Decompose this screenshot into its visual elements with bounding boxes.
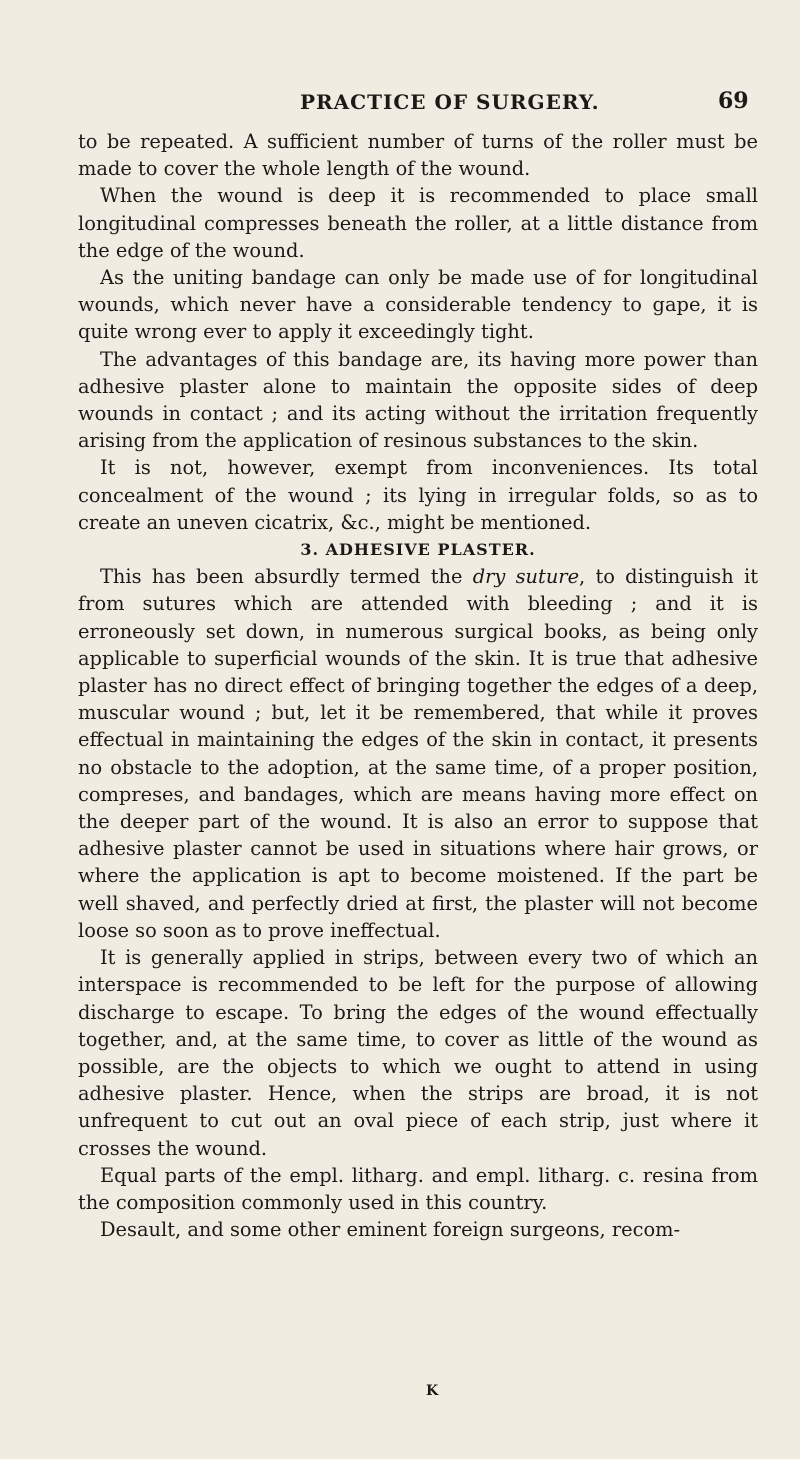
page-number: 69: [718, 88, 749, 114]
running-title: PRACTICE OF SURGERY.: [300, 90, 600, 114]
paragraph-7: It is generally applied in strips, between every two of which an interspace is recommended to be left for the purpose of allowing discharge to escape. To bring the edges of the wound effectually together, and, at the same time, to cover as little of the wound as possible, are the objects to which we ought to attend in using adhesive plaster. Hence, when the strips are broad, it is not unfrequent to cut out an oval piece of each strip, just where it crosses the wound.: [78, 946, 758, 1160]
dry-suture-term: dry suture: [472, 565, 580, 589]
paragraph-5: It is not, however, exempt from inconveniences. Its total concealment of the wound ; its lying in irregular folds, so as to create an uneven cicatrix, &c., might be mentioned.: [78, 456, 758, 534]
signature-mark: K: [426, 1383, 439, 1399]
paragraph-2: When the wound is deep it is recommended to place small longitudinal compresses beneath the roller, at a little distance from the edge of the wound.: [78, 184, 758, 262]
paragraph-9: Desault, and some other eminent foreign surgeons, recom-: [100, 1218, 681, 1242]
section-heading: 3. ADHESIVE PLASTER.: [300, 540, 536, 560]
paragraph-6-start: This has been absurdly termed the: [100, 565, 473, 589]
paragraph-6-end: , to distinguish it from sutures which are attended with bleeding ; and it is erroneously set down, in numerous surgical books, as being only applicable to superficial wounds of the skin. It is true that adhesive plaster has no direct effect of bringing together the edges of a deep, muscular wound ; but, let it be remembered, that while it proves effectual in maintaining the edges of the skin in contact, it presents no obstacle to the adoption, at the same time, of a proper position, compreses, and bandages, which are means having more effect on the deeper part of the wound. It is also an error to suppose that adhesive plaster cannot be used in situations where hair grows, or where the application is apt to become moistened. If the part be well shaved, and perfectly dried at first, the plaster will not become loose so soon as to prove ineffectual.: [78, 565, 758, 942]
paragraph-4: The advantages of this bandage are, its having more power than adhesive plaster alone to maintain the opposite sides of deep wounds in contact ; and its acting without the irritation frequently arising from the application of resinous substances to the skin.: [78, 347, 758, 453]
paragraph-6: [78, 563, 758, 944]
paragraph-1: to be repeated. A sufficient number of turns of the roller must be made to cover the whole length of the wound.: [78, 130, 758, 181]
paragraph-8: Equal parts of the empl. litharg. and empl. litharg. c. resina from the composition commonly used in this country.: [78, 1163, 758, 1214]
body-text: [78, 128, 758, 1243]
paragraph-3: As the uniting bandage can only be made use of for longitudinal wounds, which never have a considerable tendency to gape, it is quite wrong ever to apply it exceedingly tight.: [78, 266, 758, 344]
